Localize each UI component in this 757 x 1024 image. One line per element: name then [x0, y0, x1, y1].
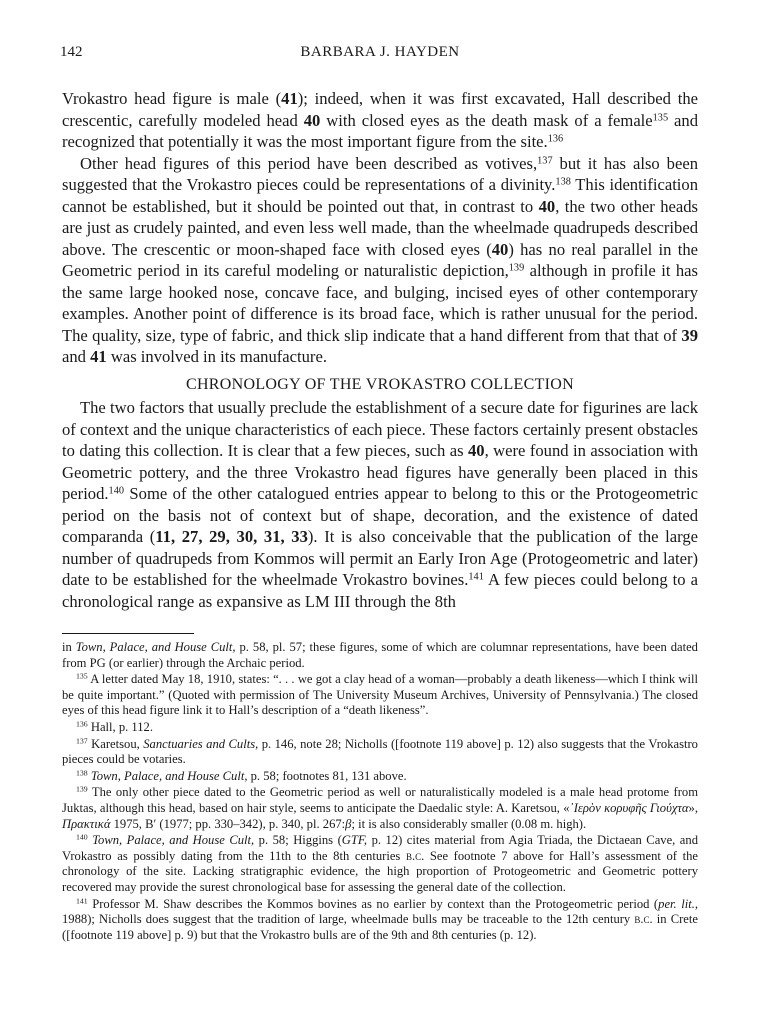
- section-heading: CHRONOLOGY OF THE VROKASTRO COLLECTION: [185, 375, 574, 393]
- footnote-continued: in Town, Palace, and House Cult, p. 58, pl. 57; these figures, some of which are columnar representations, have been dated from PG (or earlier) through the Archaic period.: [62, 640, 698, 670]
- page-header: [60, 44, 700, 64]
- footnotes: [62, 640, 698, 944]
- footnote-ref: 135: [652, 111, 669, 123]
- body-paragraph-1: Vrokastro head figure is male (41); indeed, when it was first excavated, Hall described the crescentic, carefully modeled head 40 with closed eyes as the death mask of a female$^{135}$ and recognized that potentially it was the most important figure from the site.$^{136}$: [62, 89, 699, 151]
- body-paragraph-3: The two factors that usually preclude the establishment of a secure date for figurines are lack of context and the unique characteristics of each piece. These factors certainly present obstacles to dating this collection. It is clear that a few pieces, such as 40, were found in association with Geometric pottery, and the three Vrokastro head figures have generally been placed in this period.$^{140}$ Some of the other catalogued entries appear to belong to this or the Protogeometric period on the basis not of context but of shape, decoration, and the existence of dated comparanda (11, 27, 29, 30, 31, 33). It is also conceivable that the publication of the large number of quadrupeds from Kommos will permit an Early Iron Age (Protogeometric and later) date to be established for the wheelmade Vrokastro bovines.$^{141}$ A few pieces could belong to a chronological range as expansive as LM III through the 8th: [62, 398, 699, 611]
- footnote-ref: 136: [547, 133, 564, 145]
- body-paragraph-2: Other head figures of this period have been described as votives,$^{137}$ but it has also been suggested that the Vrokastro pieces could be representations of a divinity.$^{138}$ This identification cannot be established, but it should be pointed out that, in contrast to 40, the two other heads are just as crudely painted, and even less well made, than the wheelmade quadrupeds described above. The crescentic or moon-shaped face with closed eyes (40) has no real parallel in the Geometric period in its careful modeling or naturalistic depiction,$^{139}$ although in profile it has the same large hooked nose, concave face, and bulging, incised eyes of other contemporary examples. Another point of difference is its broad face, which is rather unusual for the period. The quality, size, type of fabric, and thick slip indicate that a hand different from that that of 39 and 41 was involved in its manufacture.: [62, 153, 699, 366]
- footnote-rule: [62, 633, 194, 634]
- footnote-140: $^{140}$ Town, Palace, and House Cult, p. 58; Higgins (GTF, p. 12) cites material from Agia Triada, the Dictaean Cave, and Vrokastro as possibly dating from the 11th to the 8th centuries b.c. See footnote 7 above for Hall’s assessment of the chronology of the site. Lacking stratigraphic evidence, the high proportion of Protogeometric and Geometric pottery recovered may provide the surest chronological base for assessing the general date of the collection.: [62, 832, 698, 894]
- footnote-ref: 138: [555, 176, 571, 188]
- page-number: 142: [60, 44, 83, 60]
- footnote-ref: 141: [468, 571, 484, 583]
- footnote-135: $^{135}$ A letter dated May 18, 1910, states: “. . . we got a clay head of a woman—probably a death likeness—which I think will be quite important.” (Quoted with permission of The University Museum Archives, University of Pennsylvania.) The closed eyes of this head figure link it to Hall’s description of a “death likeness”.: [62, 671, 698, 718]
- footnote-ref: 139: [508, 262, 525, 274]
- footnote-ref: 140: [108, 485, 124, 497]
- footnote-141: $^{141}$ Professor M. Shaw describes the Kommos bovines as no earlier by context than the Protogeometric period (per. lit., 1988); Nicholls does suggest that the tradition of large, wheelmade bulls may be traceable to the 12th century b.c. in Crete ([footnote 119 above] p. 9) but that the Vrokastro bulls are of the 9th and 8th centuries (p. 12).: [62, 896, 698, 942]
- footnote-137: $^{137}$ Karetsou, Sanctuaries and Cults, p. 146, note 28; Nicholls ([footnote 119 above] p. 12) also suggests that the Vrokastro pieces could be votaries.: [62, 736, 698, 767]
- running-head: BARBARA J. HAYDEN: [300, 44, 460, 60]
- body-text: [62, 88, 698, 612]
- footnote-ref: 137: [537, 154, 553, 166]
- footnote-138: $^{138}$ Town, Palace, and House Cult, p. 58; footnotes 81, 131 above.: [76, 768, 407, 783]
- footnote-139: $^{139}$ The only other piece dated to the Geometric period as well or naturalistically modeled is a male head protome from Juktas, although this head, based on hair style, seems to anticipate the Daedalic style: A. Karetsou, «᾿Ιερὸν κορυφῆς Γιούχτα», Πρακτικά 1975, Bʹ (1977; pp. 330–342), p. 340, pl. 267:β; it is also considerably smaller (0.08 m. high).: [62, 785, 698, 831]
- footnote-136: $^{136}$ Hall, p. 112.: [76, 719, 153, 734]
